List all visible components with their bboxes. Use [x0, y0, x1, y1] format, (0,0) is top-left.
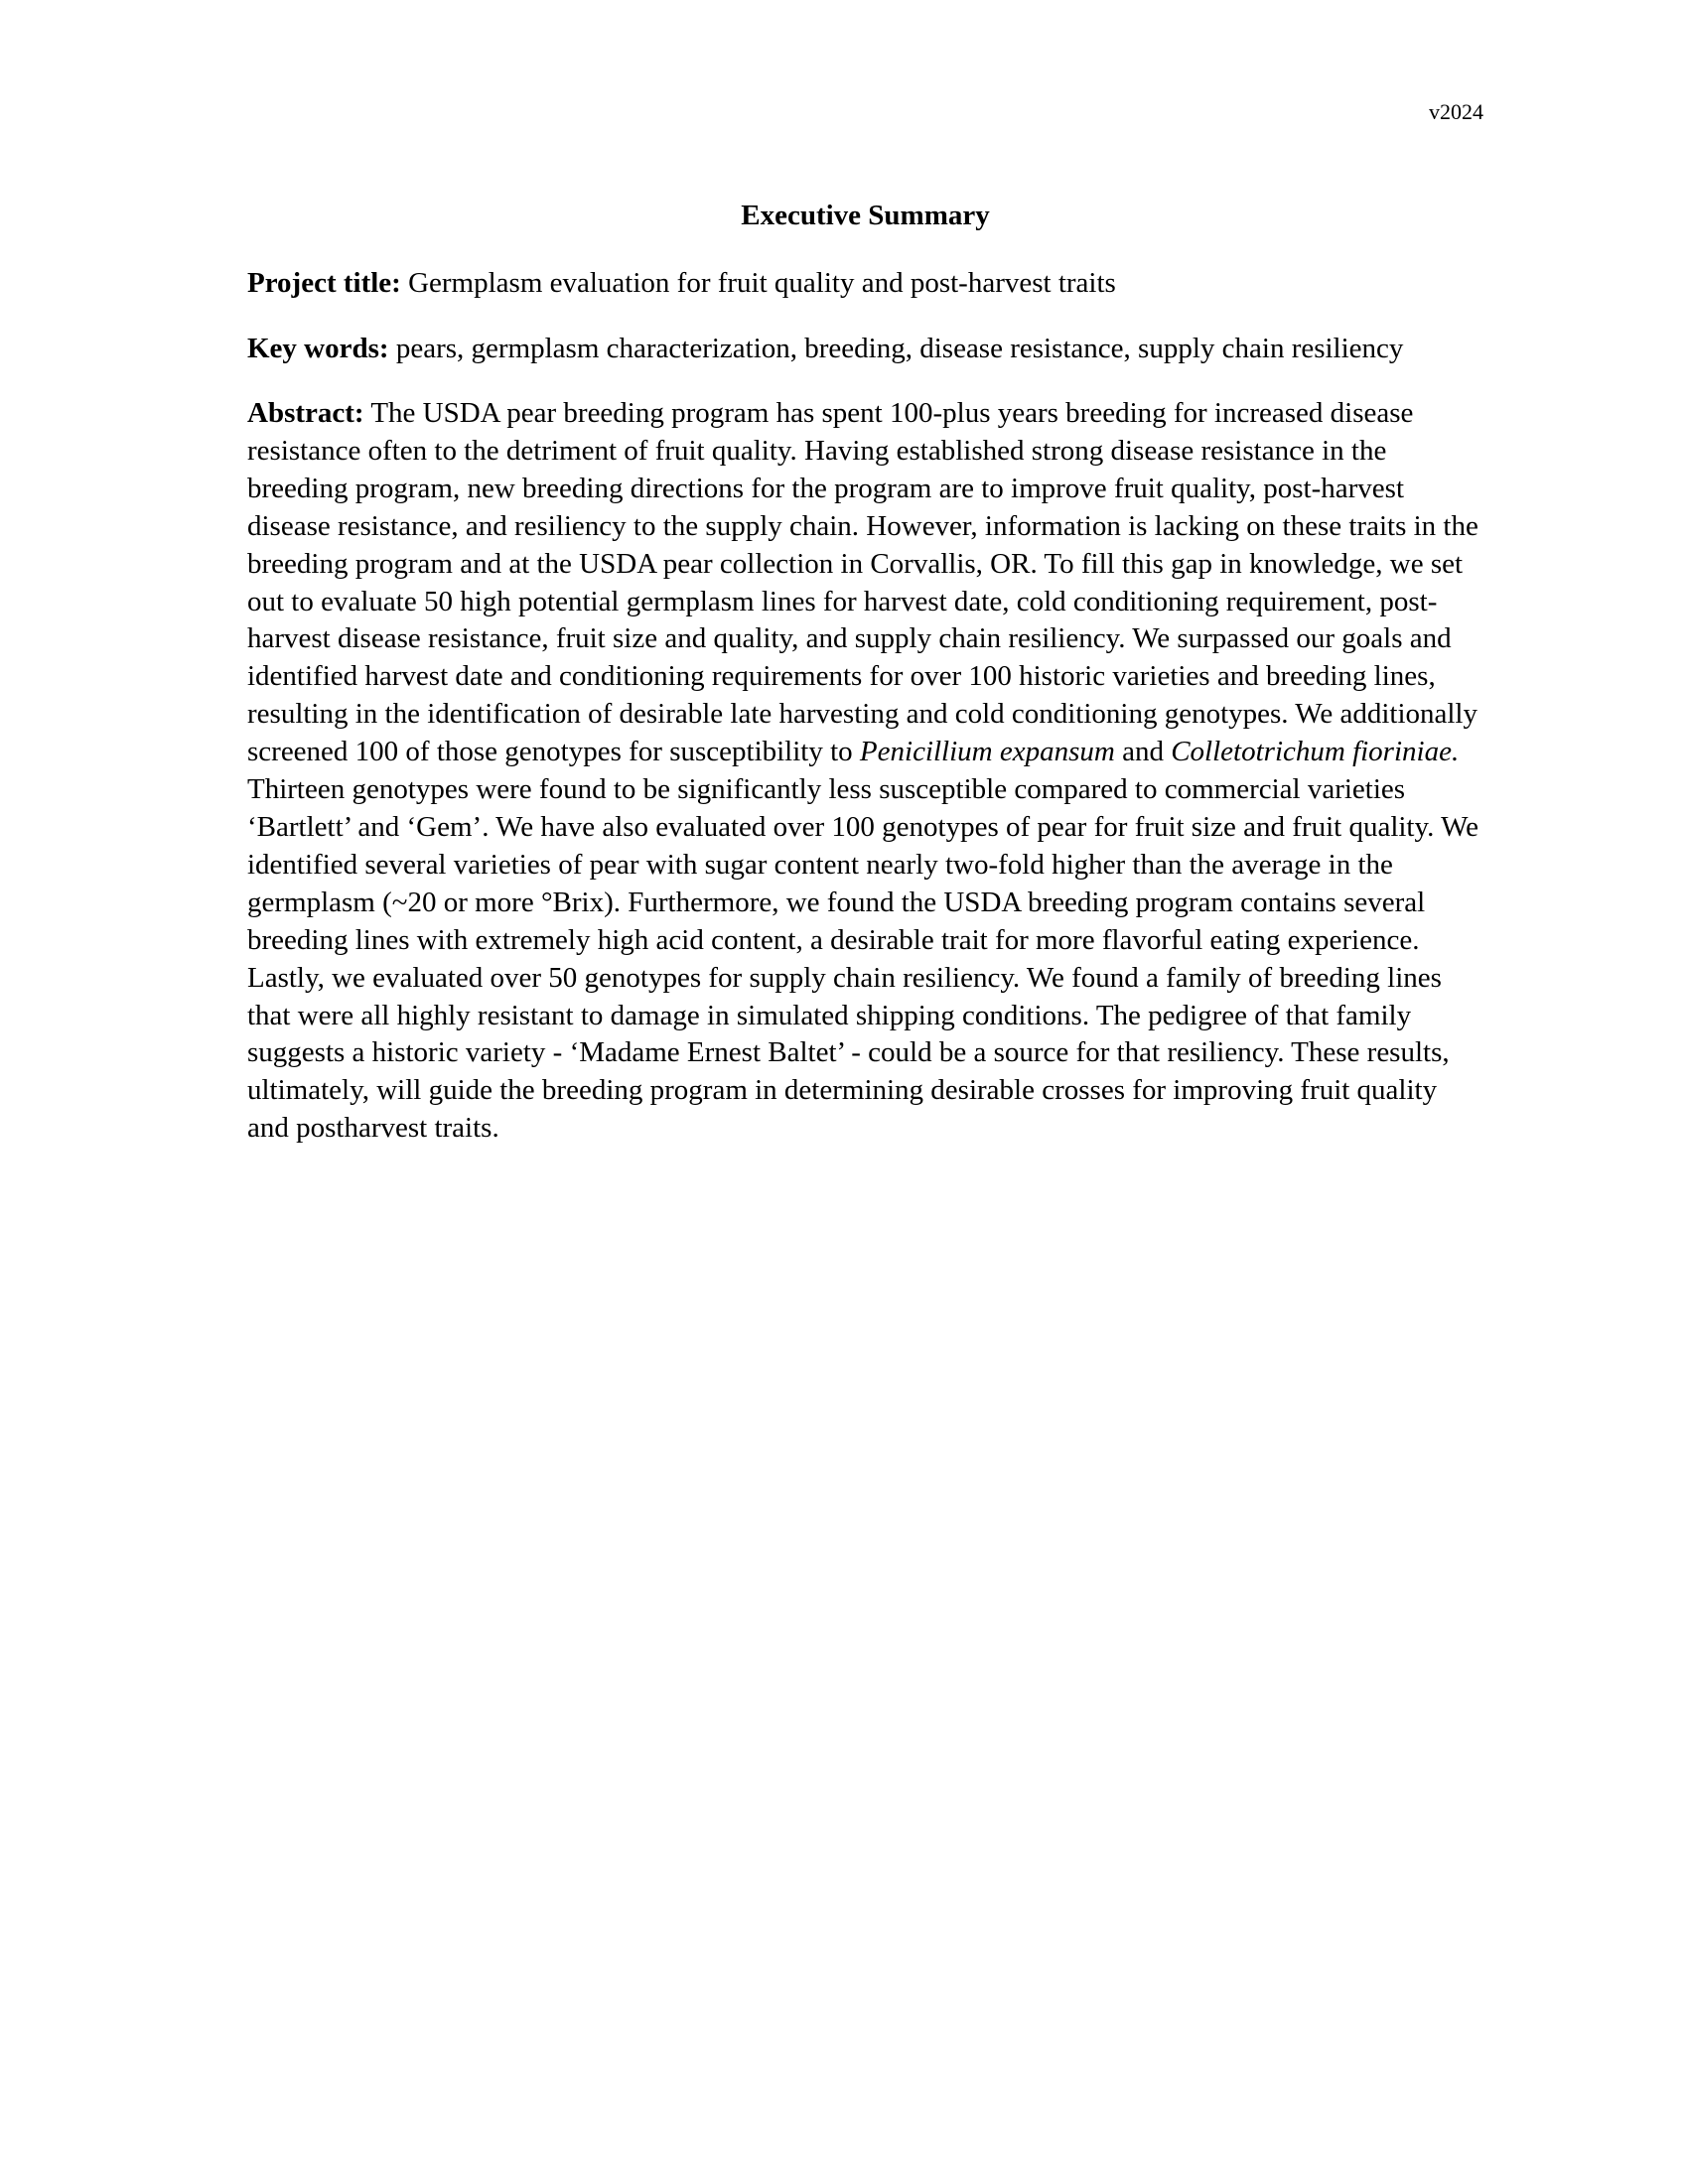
project-title-label: Project title: — [247, 267, 401, 299]
abstract-text-part1: The USDA pear breeding program has spent 100-plus years breeding for increased disease resistance often to the detriment of fruit quality. Having established strong disease resistance in the breeding program, new breeding directions for the program are to improve fruit quality, post-harvest disease resistance, and resiliency to the supply chain. However, information is lacking on these traits in the breeding program and at the USDA pear collection in Corvallis, OR. To fill this gap in knowledge, we set out to evaluate 50 high potential germplasm lines for harvest date, cold conditioning requirement, post-harvest disease resistance, fruit size and quality, and supply chain resiliency. We surpassed our goals and identified harvest date and conditioning requirements for over 100 historic varieties and breeding lines, resulting in the identification of desirable late harvesting and cold conditioning genotypes. We additionally screened 100 of those genotypes for susceptibility to — [247, 397, 1478, 768]
abstract-connector: and — [1122, 736, 1164, 768]
species-name-colletotrichum: Colletotrichum fioriniae. — [1171, 736, 1460, 768]
abstract-text-part2: Thirteen genotypes were found to be significantly less susceptible compared to commercial varieties ‘Bartlett’ and ‘Gem’. We have also evaluated over 100 genotypes of pear for fruit size and fruit quality. We identified several varieties of pear with sugar content nearly two-fold higher than the average in the germplasm (~20 or more °Brix). Furthermore, we found the USDA breeding program contains several breeding lines with extremely high acid content, a desirable trait for more flavorful eating experience. Lastly, we evaluated over 50 genotypes for supply chain resiliency. We found a family of breeding lines that were all highly resistant to damage in simulated shipping conditions. The pedigree of that family suggests a historic variety - ‘Madame Ernest Baltet’ - could be a source for that resiliency. These results, ultimately, will guide the breeding program in determining desirable crosses for improving fruit quality and postharvest traits. — [247, 773, 1479, 1145]
project-title-value: Germplasm evaluation for fruit quality and post-harvest traits — [408, 267, 1116, 299]
species-name-penicillium: Penicillium expansum — [859, 736, 1115, 768]
key-words-field — [247, 330, 1483, 367]
version-label: v2024 — [1429, 99, 1483, 124]
abstract-label: Abstract: — [247, 397, 364, 429]
page-title: Executive Summary — [741, 200, 990, 231]
key-words-value: pears, germplasm characterization, breeding, disease resistance, supply chain resiliency — [395, 333, 1404, 364]
project-title-field — [247, 264, 1483, 302]
abstract-paragraph — [247, 395, 1483, 1148]
executive-summary-content — [247, 197, 1483, 1148]
key-words-label: Key words: — [247, 333, 389, 364]
